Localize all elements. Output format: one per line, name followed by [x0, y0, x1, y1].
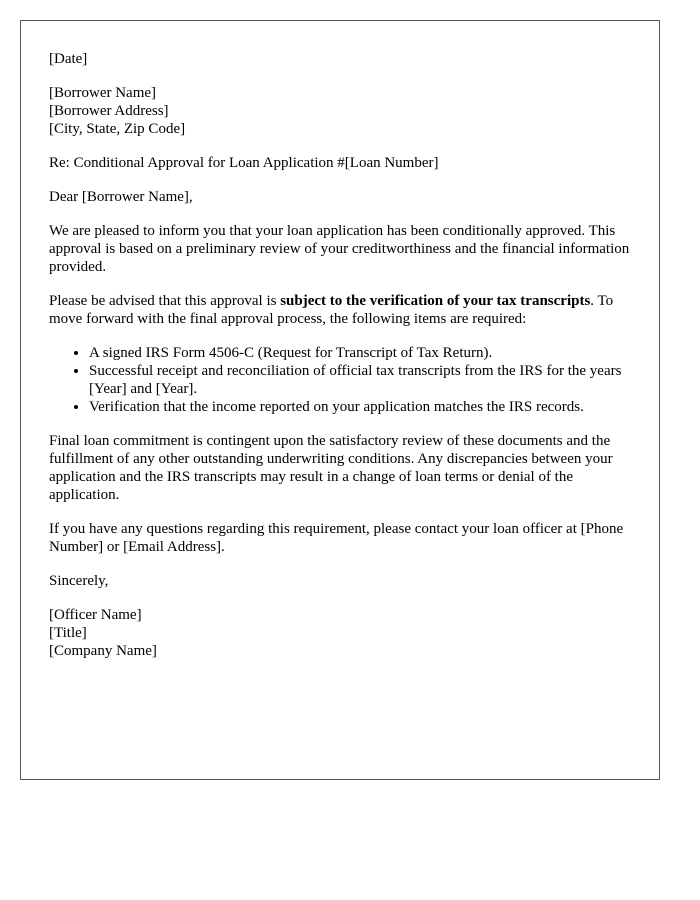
requirement-item: • A signed IRS Form 4506-C (Request for Transcript of Tax Return).	[89, 344, 631, 362]
requirement-item: • Verification that the income reported on your application matches the IRS records.	[89, 398, 631, 416]
commitment-paragraph: Final loan commitment is contingent upon the satisfactory review of these documents and the fulfillment of any other outstanding underwriting conditions. Any discrepancies between your application and the IRS transcripts may result in a change of loan terms or denial of the application.	[49, 433, 613, 503]
company-name: [Company Name]	[49, 643, 157, 659]
borrower-address: [Borrower Address]	[49, 103, 169, 119]
salutation: Dear [Borrower Name],	[49, 189, 193, 205]
requirements-list	[49, 344, 631, 416]
approval-paragraph: We are pleased to inform you that your loan application has been conditionally approved. This approval is based on a preliminary review of your creditworthiness and the financial information provided.	[49, 223, 630, 275]
subject-line: Re: Conditional Approval for Loan Application #[Loan Number]	[49, 155, 439, 171]
officer-title: [Title]	[49, 625, 87, 641]
verification-paragraph	[49, 292, 631, 328]
verification-text-lead: Please be advised that this approval is	[49, 293, 281, 309]
signature-block	[49, 606, 631, 660]
verification-emphasis: subject to the verification of your tax transcripts	[280, 293, 591, 309]
closing: Sincerely,	[49, 573, 109, 589]
verification-text-tail: . To move forward with the final approval process, the following items are required:	[49, 293, 614, 327]
officer-name: [Officer Name]	[49, 607, 142, 623]
borrower-name: [Borrower Name]	[49, 85, 157, 101]
contact-paragraph: If you have any questions regarding this requirement, please contact your loan officer at [Phone Number] or [Email Address].	[49, 521, 624, 555]
letter-page	[20, 20, 660, 780]
recipient-block	[49, 84, 631, 138]
date: [Date]	[49, 51, 88, 67]
requirement-item: • Successful receipt and reconciliation of official tax transcripts from the IRS for the years [Year] and [Year].	[89, 362, 631, 398]
borrower-city-state-zip: [City, State, Zip Code]	[49, 121, 186, 137]
